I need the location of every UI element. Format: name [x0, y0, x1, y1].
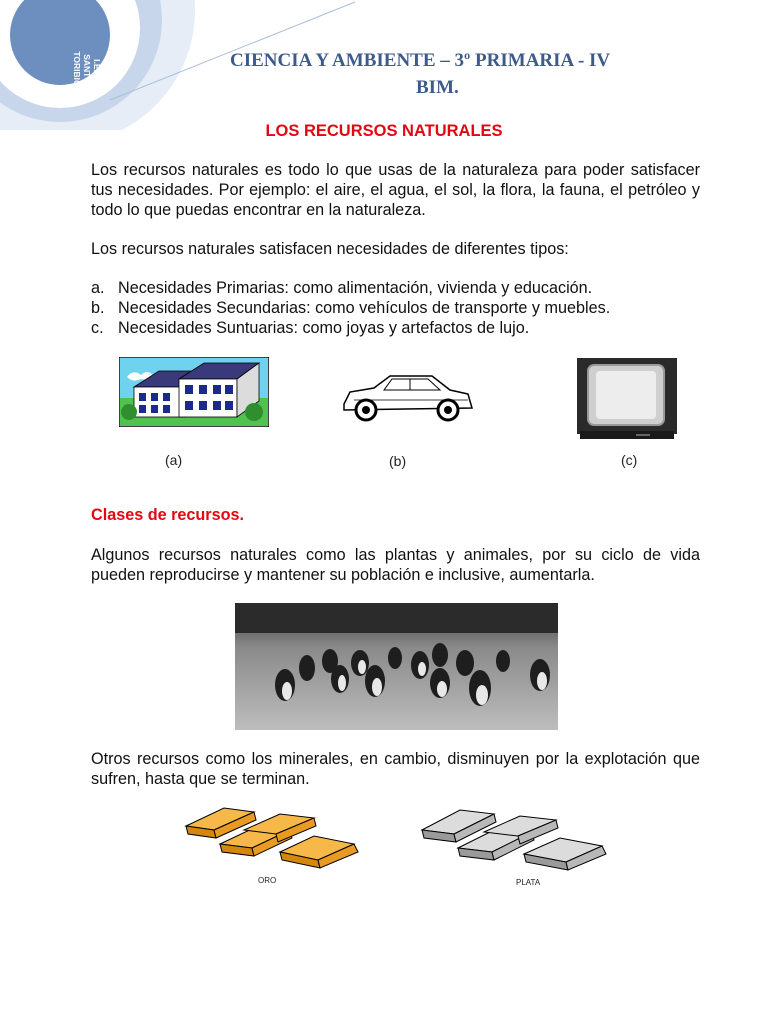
section-title: Clases de recursos. [91, 506, 244, 524]
silver-bars-image [420, 808, 610, 876]
silver-label: PLATA [516, 878, 541, 887]
tv-image [576, 357, 678, 441]
gold-bars-image [184, 806, 360, 874]
list-item: c. Necesidades Suntuarias: como joyas y artefactos de lujo. [91, 319, 530, 337]
needs-list [91, 278, 700, 338]
intro-paragraph: Los recursos naturales es todo lo que usas de la naturaleza para poder satisfacer tus necesidades. Por ejemplo: el aire, el agua, el sol, la flora, la fauna, el petróleo y todo lo que puedas encontrar en la naturaleza. [91, 161, 700, 219]
penguins-photo [235, 603, 558, 730]
figure-label-a: (a) [165, 452, 183, 468]
house-image [119, 357, 269, 427]
course-header: CIENCIA Y AMBIENTE – 3º PRIMARIA - IV [230, 50, 611, 71]
school-name: I.E.P. SANTO TORIBIO [72, 51, 102, 87]
list-item: b. Necesidades Secundarias: como vehículos de transporte y muebles. [91, 299, 611, 317]
nonrenewable-paragraph: Otros recursos como los minerales, en cambio, disminuyen por la explotación que sufren, hasta que se terminan. [91, 750, 700, 788]
figure-label-c: (c) [621, 452, 638, 468]
gold-label: ORO [258, 876, 277, 885]
figure-label-b: (b) [389, 453, 407, 469]
page-title: LOS RECURSOS NATURALES [265, 122, 503, 140]
renewable-paragraph: Algunos recursos naturales como las plantas y animales, por su ciclo de vida pueden reproducirse y mantener su población e inclusive, aumentarla. [91, 546, 700, 584]
types-intro-paragraph: Los recursos naturales satisfacen necesidades de diferentes tipos: [91, 240, 569, 258]
car-image [340, 368, 475, 426]
course-header-line2: BIM. [416, 77, 459, 98]
list-item: a. Necesidades Primarias: como alimentación, vivienda y educación. [91, 279, 593, 297]
